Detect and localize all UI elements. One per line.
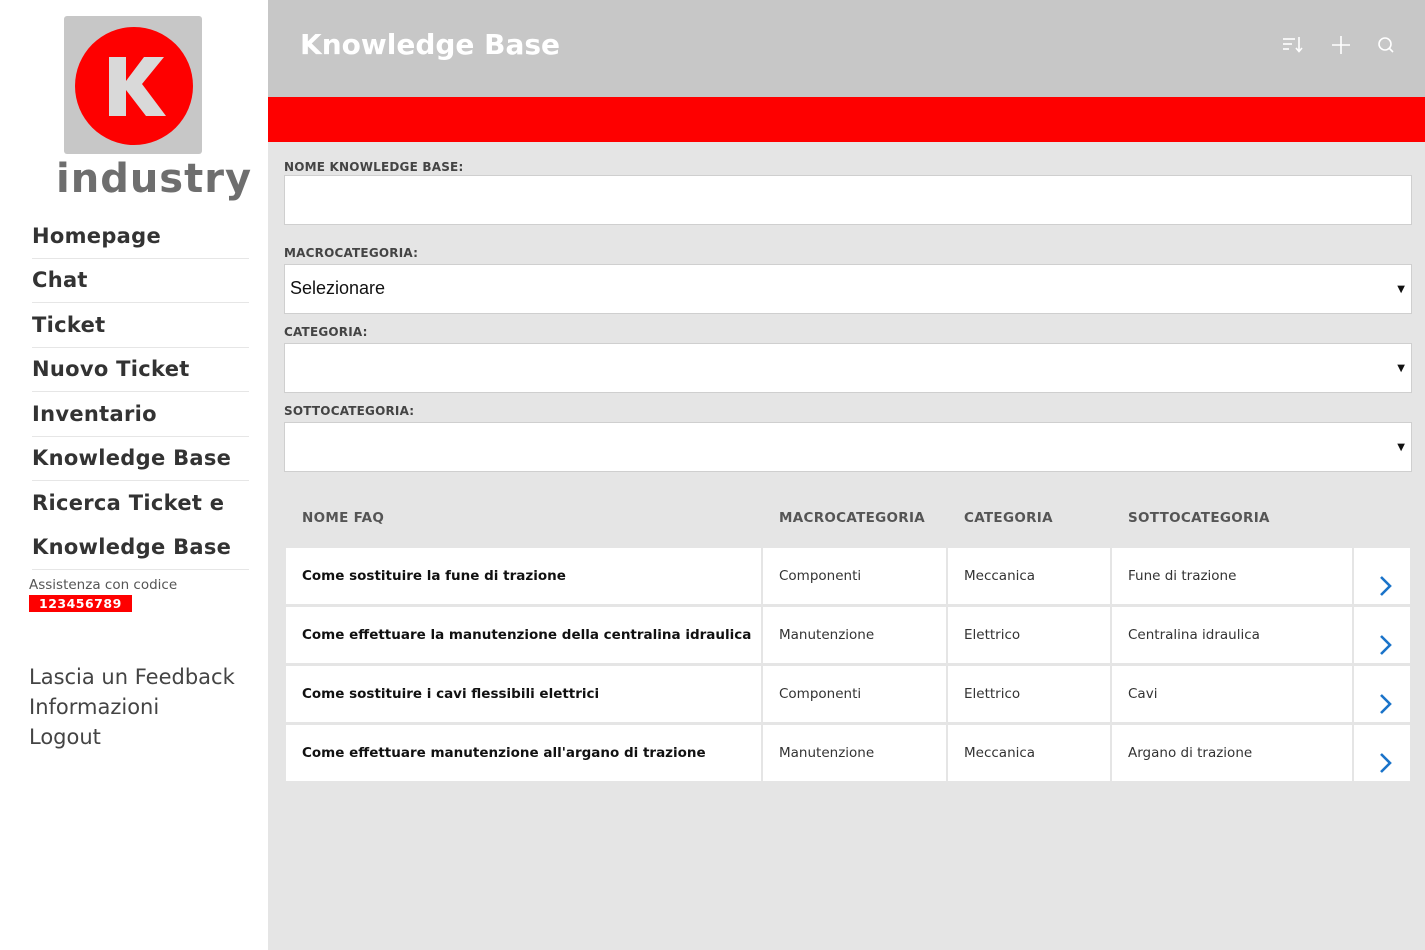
name-label: NOME KNOWLEDGE BASE: — [284, 160, 464, 174]
logout-link[interactable]: Logout — [29, 725, 101, 749]
faq-sottocategoria: Cavi — [1128, 686, 1158, 702]
chevron-right-icon[interactable] — [1376, 633, 1396, 657]
sidebar-item-knowledge-base[interactable]: Knowledge Base — [32, 437, 249, 482]
faq-table — [284, 490, 1412, 761]
logo-circle — [75, 27, 193, 145]
sidebar-item-ticket[interactable]: Ticket — [32, 303, 249, 348]
assist-label: Assistenza con codice — [29, 577, 178, 593]
logo — [64, 16, 202, 154]
sidebar-item-chat[interactable]: Chat — [32, 259, 249, 304]
table-row[interactable] — [286, 666, 1410, 722]
table-row[interactable] — [286, 607, 1410, 663]
logo-text: industry — [56, 156, 253, 202]
search-icon[interactable] — [1375, 34, 1397, 56]
red-banner — [268, 97, 1425, 142]
feedback-link[interactable]: Lascia un Feedback — [29, 665, 235, 689]
assist-code-badge: 123456789 — [29, 595, 132, 612]
sidebar-item-ricerca-line1: Ricerca Ticket e — [32, 491, 225, 515]
faq-name: Come effettuare manutenzione all'argano di trazione — [302, 745, 706, 761]
macro-select[interactable] — [284, 264, 1412, 314]
faq-name: Come sostituire la fune di trazione — [302, 568, 566, 584]
cat-label: CATEGORIA: — [284, 325, 368, 339]
col-header-nome: NOME FAQ — [302, 510, 385, 526]
table-row[interactable] — [286, 725, 1410, 781]
sidebar — [0, 0, 268, 950]
dropdown-caret-icon: ▼ — [1397, 363, 1405, 374]
info-link[interactable]: Informazioni — [29, 695, 160, 719]
faq-macro: Componenti — [779, 568, 862, 584]
faq-categoria: Elettrico — [964, 686, 1021, 702]
subcat-select[interactable] — [284, 422, 1412, 472]
cat-select[interactable] — [284, 343, 1412, 393]
table-header — [284, 490, 1412, 546]
sidebar-item-nuovo-ticket[interactable]: Nuovo Ticket — [32, 348, 249, 393]
kb-name-input[interactable] — [284, 175, 1412, 225]
col-header-sottocategoria: SOTTOCATEGORIA — [1128, 510, 1270, 526]
chevron-right-icon[interactable] — [1376, 574, 1396, 598]
faq-sottocategoria: Centralina idraulica — [1128, 627, 1260, 643]
header — [268, 0, 1425, 97]
add-icon[interactable] — [1330, 34, 1352, 56]
col-header-categoria: CATEGORIA — [964, 510, 1053, 526]
faq-macro: Componenti — [779, 686, 862, 702]
faq-name: Come sostituire i cavi flessibili elettrici — [302, 686, 600, 702]
faq-name: Come effettuare la manutenzione della centralina idraulica — [302, 627, 752, 643]
sidebar-nav — [32, 214, 249, 570]
sidebar-item-homepage[interactable]: Homepage — [32, 214, 249, 259]
page-title: Knowledge Base — [300, 28, 561, 61]
macro-label: MACROCATEGORIA: — [284, 246, 419, 260]
faq-categoria: Meccanica — [964, 745, 1036, 761]
faq-categoria: Elettrico — [964, 627, 1021, 643]
chevron-right-icon[interactable] — [1376, 751, 1396, 775]
faq-categoria: Meccanica — [964, 568, 1036, 584]
dropdown-caret-icon: ▼ — [1397, 442, 1405, 453]
dropdown-caret-icon: ▼ — [1397, 284, 1405, 295]
sidebar-item-ricerca[interactable] — [32, 481, 249, 570]
faq-sottocategoria: Argano di trazione — [1128, 745, 1253, 761]
faq-macro: Manutenzione — [779, 745, 875, 761]
col-header-macro: MACROCATEGORIA — [779, 510, 926, 526]
chevron-right-icon[interactable] — [1376, 692, 1396, 716]
footer-links — [29, 662, 235, 752]
sort-icon[interactable] — [1282, 34, 1304, 56]
sidebar-item-inventario[interactable]: Inventario — [32, 392, 249, 437]
sidebar-item-ricerca-line2: Knowledge Base — [32, 535, 232, 559]
subcat-label: SOTTOCATEGORIA: — [284, 404, 415, 418]
faq-macro: Manutenzione — [779, 627, 875, 643]
faq-sottocategoria: Fune di trazione — [1128, 568, 1237, 584]
logo-k-icon — [75, 27, 193, 145]
table-row[interactable] — [286, 548, 1410, 604]
macro-select-value: Selezionare — [290, 278, 386, 298]
